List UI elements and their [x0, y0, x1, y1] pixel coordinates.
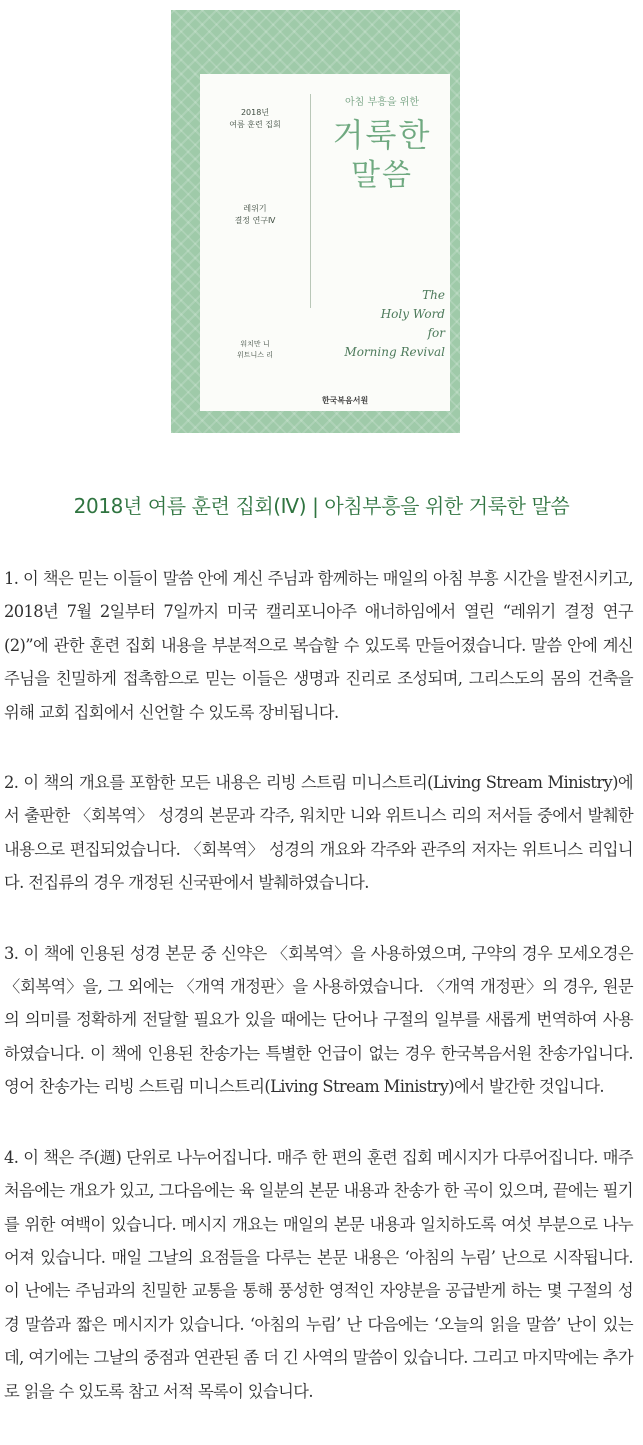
cover-subtitle: 아침 부흥을 위한: [345, 97, 419, 108]
cover-book: 레위기: [243, 204, 267, 213]
product-headline: 2018년 여름 훈련 집회(Ⅳ) | 아침부흥을 위한 거룩한 말씀: [73, 494, 570, 518]
description-paragraph-4: 4. 이 책은 주(週) 단위로 나누어집니다. 매주 한 편의 훈련 집회 메시지가 다루어집니다. 매주 처음에는 개요가 있고, 그다음에는 육 일분의 본문 내용과 찬송가 한 곡이 있으며, 끝에는 필기를 위한 여백이 있습니다. 메시지 개요는 매일의 본문 내용과 일치하도록 여섯 부분으로 나누어져 있습니다. 매일 그날의 요점들을 다루는 본문 내용은 ‘아침의 누림’ 난으로 시작됩니다. 이 난에는 주님과의 친밀한 교통을 통해 풍성한 영적인 자양분을 공급받게 하는 몇 구절의 성경 말씀과 짧은 메시지가 있습니다. ‘아침의 누림’ 난 다음에는 ‘오늘의 읽을 말씀’ 난이 있는데, 여기에는 그날의 중점과 연관된 좀 더 긴 사역의 말씀이 있습니다. 그리고 마지막에는 추가로 읽을 수 있도록 참고 서적 목록이 있습니다.: [4, 1147, 633, 1401]
cover-english-title-line: Holy Word: [380, 307, 445, 321]
cover-author-2: 위트니스 리: [236, 351, 274, 359]
cover-title-line-1: 거룩한: [332, 116, 432, 154]
cover-year: 2018년: [240, 108, 270, 117]
cover-english-title-line: The: [422, 288, 445, 302]
book-cover: [171, 10, 460, 433]
cover-event: 여름 훈련 집회: [229, 120, 281, 129]
cover-divider: [310, 94, 311, 308]
description-body: [4, 562, 633, 1445]
cover-publisher: 한국복음서원: [321, 396, 369, 405]
cover-series: 결정 연구Ⅳ: [234, 216, 276, 225]
cover-title-line-2: 말씀: [351, 158, 413, 193]
cover-english-title-line: Morning Revival: [344, 345, 445, 359]
description-paragraph-2: 2. 이 책의 개요를 포함한 모든 내용은 리빙 스트림 미니스트리(Living Stream Ministry)에서 출판한 〈회복역〉 성경의 본문과 각주, 워치만 니와 위트니스 리의 저서들 중에서 발췌한 내용으로 편집되었습니다. 〈회복역〉 성경의 개요와 각주와 관주의 저자는 위트니스 리입니다. 전집류의 경우 개정된 신국판에서 발췌하였습니다.: [4, 773, 633, 893]
description-paragraph-3: 3. 이 책에 인용된 성경 본문 중 신약은 〈회복역〉을 사용하였으며, 구약의 경우 모세오경은 〈회복역〉을, 그 외에는 〈개역 개정판〉을 사용하였습니다. 〈개역 개정판〉의 경우, 원문의 의미를 정확하게 전달할 필요가 있을 때에는 단어나 구절의 일부를 새롭게 번역하여 사용하였습니다. 이 책에 인용된 찬송가는 특별한 언급이 없는 경우 한국복음서원 찬송가입니다. 영어 찬송가는 리빙 스트림 미니스트리(Living Stream Ministry)에서 발간한 것입니다.: [4, 943, 633, 1097]
cover-panel: [200, 74, 450, 411]
cover-author-1: 워치만 니: [240, 340, 270, 348]
cover-english-title-line: for: [427, 326, 445, 340]
description-paragraph-1: 1. 이 책은 믿는 이들이 말씀 안에 계신 주님과 함께하는 매일의 아침 부흥 시간을 발전시키고, 2018년 7월 2일부터 7일까지 미국 캘리포니아주 애너하임에서 열린 “레위기 결정 연구(2)”에 관한 훈련 집회 내용을 부분적으로 복습할 수 있도록 만들어졌습니다. 말씀 안에 계신 주님을 친밀하게 접촉함으로 믿는 이들은 생명과 진리로 조성되며, 그리스도의 몸의 건축을 위해 교회 집회에서 신언할 수 있도록 장비됩니다.: [4, 569, 633, 722]
